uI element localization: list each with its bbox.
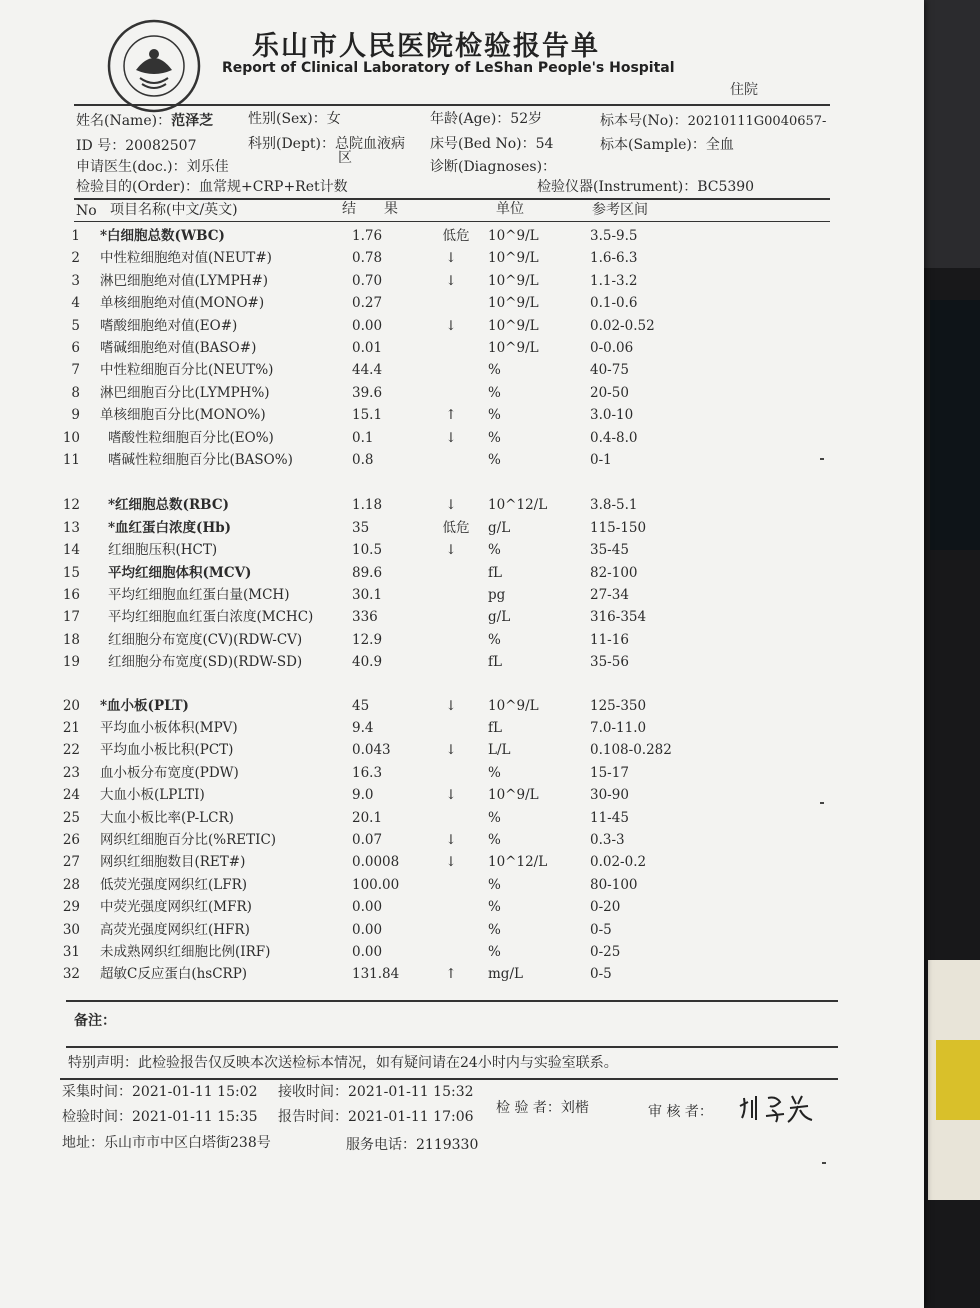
row-item-name: *红细胞总数(RBC) xyxy=(108,497,229,514)
remark-divider xyxy=(66,1046,838,1048)
row-reference-range: 27-34 xyxy=(590,587,629,603)
row-flag: ↓ xyxy=(445,317,457,334)
table-row xyxy=(0,428,900,448)
row-result: 39.6 xyxy=(352,384,383,401)
row-item-name: 红细胞分布宽度(CV)(RDW-CV) xyxy=(108,631,303,648)
instrument-field: 检验仪器(Instrument)：BC5390 xyxy=(537,179,755,195)
row-number: 27 xyxy=(62,854,80,871)
row-result: 336 xyxy=(352,609,378,626)
table-row xyxy=(0,293,900,313)
row-unit: g/L xyxy=(488,519,511,536)
reviewer-field: 审 核 者： xyxy=(648,1104,713,1120)
table-row xyxy=(0,383,900,403)
table-row xyxy=(0,585,900,605)
row-reference-range: 82-100 xyxy=(590,564,638,581)
statement-divider xyxy=(60,1078,838,1080)
row-reference-range: 0-5 xyxy=(590,966,612,983)
table-bottom-divider xyxy=(66,1000,838,1002)
row-number: 28 xyxy=(62,876,80,893)
row-item-name: 淋巴细胞百分比(LYMPH%) xyxy=(100,384,270,401)
row-unit: fL xyxy=(488,564,502,581)
table-row xyxy=(0,875,900,895)
row-number: 5 xyxy=(71,317,80,334)
table-row xyxy=(0,271,900,291)
header-divider xyxy=(74,104,830,106)
row-unit: % xyxy=(488,921,501,938)
row-result: 0.043 xyxy=(352,742,391,759)
row-unit: 10^9/L xyxy=(488,317,539,334)
table-row xyxy=(0,785,900,805)
row-result: 0.00 xyxy=(352,317,383,334)
col-header-result: 结 果 xyxy=(342,201,398,217)
department-field: 科别(Dept)：总院血液病 xyxy=(248,136,406,152)
row-number: 19 xyxy=(62,654,80,671)
table-row xyxy=(0,740,900,760)
row-reference-range: 115-150 xyxy=(590,519,647,536)
row-unit: % xyxy=(488,542,501,559)
row-unit: 10^12/L xyxy=(488,497,548,514)
row-result: 1.76 xyxy=(352,228,383,244)
row-number: 6 xyxy=(71,340,80,356)
row-reference-range: 0-5 xyxy=(590,921,612,938)
table-row xyxy=(0,360,900,380)
row-result: 12.9 xyxy=(352,631,383,648)
row-flag: ↓ xyxy=(445,250,457,267)
row-result: 1.18 xyxy=(352,497,383,514)
report-time-field: 报告时间：2021-01-11 17:06 xyxy=(278,1109,474,1125)
row-number: 25 xyxy=(62,809,80,826)
row-reference-range: 0-25 xyxy=(590,944,621,960)
report-title: 乐山市人民医院检验报告单 xyxy=(252,31,600,62)
row-unit: % xyxy=(488,362,501,379)
row-unit: mg/L xyxy=(488,966,523,983)
row-reference-range: 3.8-5.1 xyxy=(590,497,638,514)
patient-sex-field: 性别(Sex)：女 xyxy=(248,111,341,127)
table-row xyxy=(0,226,900,246)
stray-mark xyxy=(822,1162,826,1164)
hospital-logo xyxy=(106,18,202,114)
remark-label: 备注： xyxy=(74,1013,116,1029)
col-header-unit: 单位 xyxy=(496,201,524,217)
row-result: 9.4 xyxy=(352,720,374,736)
row-number: 32 xyxy=(62,966,80,983)
collect-time-field: 采集时间：2021-01-11 15:02 xyxy=(62,1084,258,1100)
row-unit: % xyxy=(488,452,501,468)
row-number: 4 xyxy=(71,295,80,312)
table-top-divider xyxy=(74,198,830,200)
report-subtitle: Report of Clinical Laboratory of LeShan People's Hospital xyxy=(222,60,675,76)
row-item-name: 网织红细胞百分比(%RETIC) xyxy=(100,832,277,848)
patient-id-field: ID 号：20082507 xyxy=(76,138,197,154)
row-item-name: 中性粒细胞绝对值(NEUT#) xyxy=(100,250,272,267)
row-result: 35 xyxy=(352,519,370,536)
row-flag: ↓ xyxy=(445,832,457,848)
row-item-name: 未成熟网织红细胞比例(IRF) xyxy=(100,944,271,960)
row-number: 15 xyxy=(62,564,80,581)
table-row xyxy=(0,942,900,962)
row-item-name: 高荧光强度网织红(HFR) xyxy=(100,921,250,938)
diagnosis-field: 诊断(Diagnoses)： xyxy=(430,159,557,175)
col-header-item: 项目名称(中文/英文) xyxy=(110,202,238,218)
table-row xyxy=(0,652,900,672)
table-row xyxy=(0,518,900,538)
row-unit: 10^9/L xyxy=(488,340,539,356)
stray-mark xyxy=(820,802,824,804)
row-unit: % xyxy=(488,899,501,916)
row-number: 14 xyxy=(62,542,80,559)
row-reference-range: 1.6-6.3 xyxy=(590,250,638,267)
row-number: 17 xyxy=(62,609,80,626)
row-item-name: 嗜碱性粒细胞百分比(BASO%) xyxy=(108,452,293,468)
row-reference-range: 0.1-0.6 xyxy=(590,295,638,312)
row-reference-range: 316-354 xyxy=(590,609,647,626)
row-reference-range: 125-350 xyxy=(590,697,647,714)
row-result: 89.6 xyxy=(352,564,383,581)
row-number: 11 xyxy=(62,452,80,468)
table-row xyxy=(0,338,900,358)
order-field: 检验目的(Order)：血常规+CRP+Ret计数 xyxy=(76,179,348,195)
row-unit: % xyxy=(488,429,501,446)
row-result: 0.70 xyxy=(352,272,383,289)
table-row xyxy=(0,964,900,984)
row-item-name: *血小板(PLT) xyxy=(100,697,189,714)
row-item-name: 平均红细胞体积(MCV) xyxy=(108,564,252,581)
row-item-name: 中荧光强度网织红(MFR) xyxy=(100,899,252,916)
row-reference-range: 7.0-11.0 xyxy=(590,720,647,736)
row-unit: % xyxy=(488,764,501,781)
table-row xyxy=(0,718,900,738)
row-result: 131.84 xyxy=(352,966,400,983)
row-reference-range: 11-16 xyxy=(590,631,629,648)
row-reference-range: 35-45 xyxy=(590,542,629,559)
row-item-name: 淋巴细胞绝对值(LYMPH#) xyxy=(100,272,269,289)
row-reference-range: 0.3-3 xyxy=(590,832,625,848)
row-result: 44.4 xyxy=(352,362,383,379)
row-unit: fL xyxy=(488,654,502,671)
row-item-name: 单核细胞百分比(MONO%) xyxy=(100,407,266,424)
row-flag: ↑ xyxy=(445,407,457,424)
row-item-name: 平均血小板比积(PCT) xyxy=(100,742,234,759)
row-reference-range: 15-17 xyxy=(590,764,629,781)
row-reference-range: 3.0-10 xyxy=(590,407,634,424)
row-item-name: 嗜碱细胞绝对值(BASO#) xyxy=(100,340,257,356)
row-flag: ↓ xyxy=(445,542,457,559)
row-number: 24 xyxy=(62,787,80,804)
reviewer-signature xyxy=(736,1092,816,1128)
row-number: 7 xyxy=(71,362,80,379)
row-result: 0.00 xyxy=(352,921,383,938)
table-row xyxy=(0,540,900,560)
table-row xyxy=(0,405,900,425)
row-item-name: 嗜酸性粒细胞百分比(EO%) xyxy=(108,429,274,446)
row-item-name: 单核细胞绝对值(MONO#) xyxy=(100,295,265,312)
row-item-name: 中性粒细胞百分比(NEUT%) xyxy=(100,362,274,379)
tester-field: 检 验 者：刘楷 xyxy=(496,1100,589,1116)
table-row xyxy=(0,897,900,917)
background-book-stripe xyxy=(936,1040,980,1120)
table-row xyxy=(0,696,900,716)
row-item-name: 网织红细胞数目(RET#) xyxy=(100,854,246,871)
row-number: 30 xyxy=(62,921,80,938)
row-result: 16.3 xyxy=(352,764,383,781)
table-header-divider xyxy=(74,221,830,222)
col-header-no: No xyxy=(76,203,97,219)
row-number: 22 xyxy=(62,742,80,759)
address-field: 地址：乐山市市中区白塔街238号 xyxy=(62,1135,271,1151)
row-unit: % xyxy=(488,631,501,648)
row-result: 10.5 xyxy=(352,542,383,559)
row-reference-range: 1.1-3.2 xyxy=(590,272,638,289)
special-statement: 特别声明：此检验报告仅反映本次送检标本情况，如有疑问请在24小时内与实验室联系。 xyxy=(68,1055,618,1071)
table-row xyxy=(0,316,900,336)
row-item-name: 平均红细胞血红蛋白浓度(MCHC) xyxy=(108,609,314,626)
row-number: 31 xyxy=(62,944,80,960)
row-unit: % xyxy=(488,809,501,826)
row-unit: g/L xyxy=(488,609,511,626)
row-reference-range: 0.02-0.2 xyxy=(590,854,647,871)
table-row xyxy=(0,563,900,583)
row-number: 3 xyxy=(71,272,80,289)
row-unit: pg xyxy=(488,587,506,603)
row-item-name: *血红蛋白浓度(Hb) xyxy=(108,519,232,536)
row-number: 20 xyxy=(62,697,80,714)
row-reference-range: 0-1 xyxy=(590,452,612,468)
row-number: 21 xyxy=(62,720,80,736)
row-result: 9.0 xyxy=(352,787,374,804)
row-number: 2 xyxy=(71,250,80,267)
row-unit: % xyxy=(488,384,501,401)
row-result: 0.1 xyxy=(352,429,374,446)
row-item-name: *白细胞总数(WBC) xyxy=(100,228,225,244)
row-unit: L/L xyxy=(488,742,511,759)
row-result: 45 xyxy=(352,697,370,714)
row-result: 0.0008 xyxy=(352,854,400,871)
row-reference-range: 35-56 xyxy=(590,654,629,671)
specimen-no-field: 标本号(No)：20210111G0040657- xyxy=(600,113,827,129)
row-reference-range: 0.108-0.282 xyxy=(590,742,672,759)
row-number: 12 xyxy=(62,497,80,514)
table-row xyxy=(0,607,900,627)
row-unit: 10^9/L xyxy=(488,697,539,714)
row-number: 1 xyxy=(71,228,80,244)
row-unit: 10^9/L xyxy=(488,228,539,244)
row-reference-range: 20-50 xyxy=(590,384,629,401)
row-result: 0.07 xyxy=(352,832,383,848)
row-result: 0.78 xyxy=(352,250,383,267)
row-flag: ↓ xyxy=(445,697,457,714)
phone-field: 服务电话：2119330 xyxy=(346,1137,479,1153)
row-result: 0.01 xyxy=(352,340,383,356)
test-time-field: 检验时间：2021-01-11 15:35 xyxy=(62,1109,258,1125)
row-unit: 10^9/L xyxy=(488,295,539,312)
row-unit: % xyxy=(488,832,501,848)
row-unit: 10^9/L xyxy=(488,787,539,804)
table-row xyxy=(0,495,900,515)
row-number: 16 xyxy=(62,587,80,603)
table-row xyxy=(0,830,900,850)
row-reference-range: 30-90 xyxy=(590,787,629,804)
row-unit: % xyxy=(488,876,501,893)
row-result: 20.1 xyxy=(352,809,383,826)
row-item-name: 红细胞分布宽度(SD)(RDW-SD) xyxy=(108,654,303,671)
row-number: 26 xyxy=(62,832,80,848)
row-flag: ↓ xyxy=(445,854,457,871)
row-unit: % xyxy=(488,407,501,424)
table-row xyxy=(0,450,900,470)
row-reference-range: 3.5-9.5 xyxy=(590,228,638,244)
table-row xyxy=(0,763,900,783)
row-flag: ↑ xyxy=(445,966,457,983)
bed-no-field: 床号(Bed No)：54 xyxy=(430,136,554,152)
row-item-name: 大血小板(LPLTI) xyxy=(100,787,205,804)
row-flag: 低危 xyxy=(442,519,470,536)
sample-field: 标本(Sample)：全血 xyxy=(600,137,734,153)
row-result: 0.8 xyxy=(352,452,374,468)
row-reference-range: 80-100 xyxy=(590,876,638,893)
ward-type: 住院 xyxy=(730,82,758,98)
row-flag: ↓ xyxy=(445,787,457,804)
row-result: 40.9 xyxy=(352,654,383,671)
row-item-name: 低荧光强度网织红(LFR) xyxy=(100,876,248,893)
doctor-field: 申请医生(doc.)：刘乐佳 xyxy=(76,159,229,175)
row-item-name: 大血小板比率(P-LCR) xyxy=(100,809,234,826)
row-flag: ↓ xyxy=(445,497,457,514)
stray-mark xyxy=(820,458,824,460)
row-reference-range: 0-20 xyxy=(590,899,621,916)
patient-name-field: 姓名(Name)：范泽芝 xyxy=(76,113,214,129)
row-item-name: 红细胞压积(HCT) xyxy=(108,542,218,559)
row-reference-range: 11-45 xyxy=(590,809,629,826)
row-reference-range: 40-75 xyxy=(590,362,629,379)
table-row xyxy=(0,630,900,650)
row-reference-range: 0.4-8.0 xyxy=(590,429,638,446)
row-item-name: 超敏C反应蛋白(hsCRP) xyxy=(100,966,248,983)
row-unit: 10^9/L xyxy=(488,272,539,289)
row-item-name: 血小板分布宽度(PDW) xyxy=(100,764,239,781)
row-number: 29 xyxy=(62,899,80,916)
row-reference-range: 0.02-0.52 xyxy=(590,317,655,334)
row-flag: ↓ xyxy=(445,742,457,759)
patient-age-field: 年龄(Age)：52岁 xyxy=(430,111,543,127)
row-flag: 低危 xyxy=(442,228,470,244)
row-result: 0.00 xyxy=(352,944,383,960)
background-book-cover xyxy=(930,300,980,550)
row-unit: fL xyxy=(488,720,502,736)
table-row xyxy=(0,248,900,268)
row-number: 10 xyxy=(62,429,80,446)
row-number: 23 xyxy=(62,764,80,781)
row-unit: 10^9/L xyxy=(488,250,539,267)
row-result: 0.27 xyxy=(352,295,383,312)
col-header-range: 参考区间 xyxy=(592,202,648,218)
table-row xyxy=(0,920,900,940)
row-result: 0.00 xyxy=(352,899,383,916)
row-result: 30.1 xyxy=(352,587,383,603)
row-reference-range: 0-0.06 xyxy=(590,340,634,356)
row-unit: 10^12/L xyxy=(488,854,548,871)
row-flag: ↓ xyxy=(445,272,457,289)
row-number: 8 xyxy=(71,384,80,401)
row-unit: % xyxy=(488,944,501,960)
row-item-name: 平均血小板体积(MPV) xyxy=(100,720,238,736)
receive-time-field: 接收时间：2021-01-11 15:32 xyxy=(278,1084,474,1100)
department-line2: 区 xyxy=(338,150,352,166)
row-number: 18 xyxy=(62,631,80,648)
row-flag: ↓ xyxy=(445,429,457,446)
table-row xyxy=(0,852,900,872)
row-number: 9 xyxy=(71,407,80,424)
row-item-name: 平均红细胞血红蛋白量(MCH) xyxy=(108,587,290,603)
row-result: 100.00 xyxy=(352,876,400,893)
row-number: 13 xyxy=(62,519,80,536)
table-row xyxy=(0,808,900,828)
row-result: 15.1 xyxy=(352,407,383,424)
row-item-name: 嗜酸细胞绝对值(EO#) xyxy=(100,317,238,334)
